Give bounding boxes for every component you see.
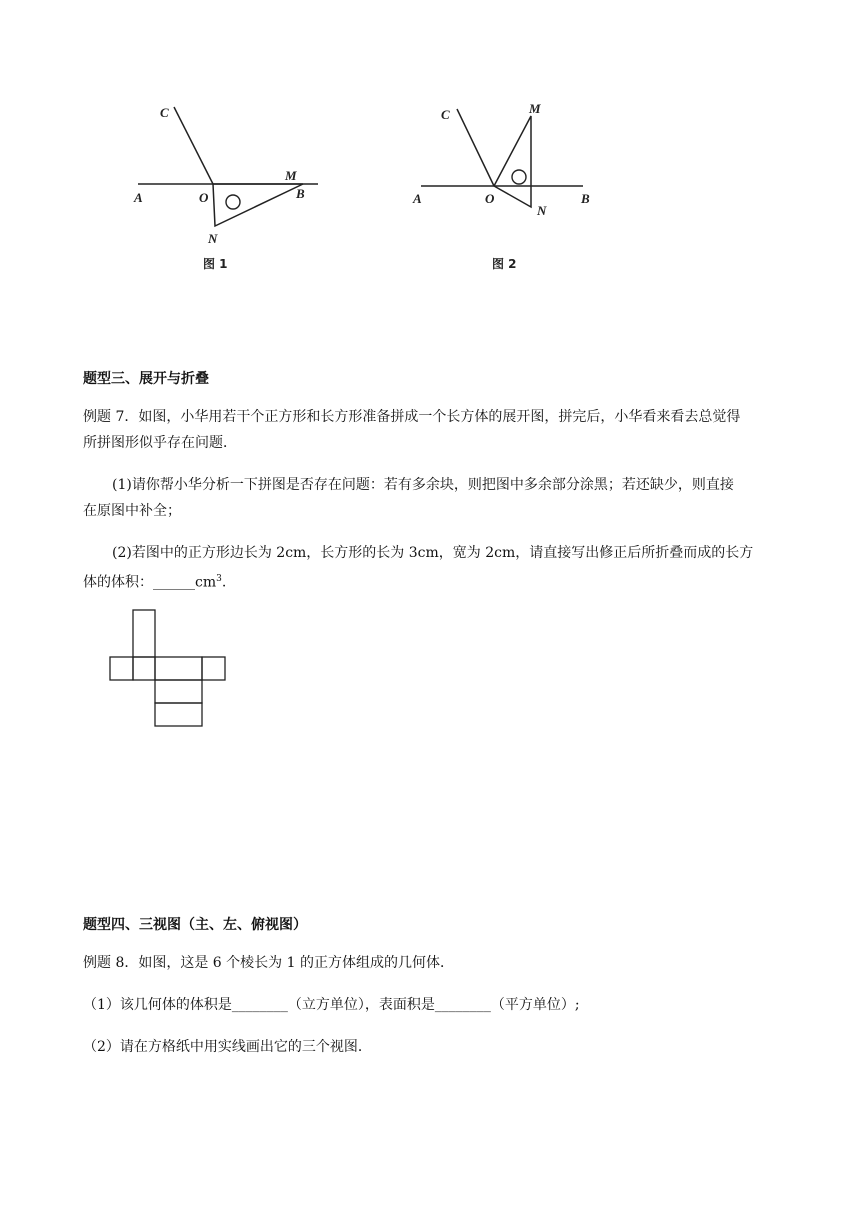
net-left-square [110,657,133,680]
net-lower-rect-2[interactable] [155,703,202,726]
figure-1-caption: 图 1 [203,257,228,271]
label-o: O [199,190,209,205]
label-b: B [581,191,590,206]
net-middle-rect [155,657,202,680]
net-lower-rect-1[interactable] [155,680,202,703]
example-8-question-1: （1）该几何体的体积是________（立方单位），表面积是________（平方单位）; [83,997,580,1013]
label-o: O [485,191,495,206]
label-m: M [285,168,297,183]
net-right-square [202,657,225,680]
label-c: C [441,107,450,122]
example-7-line-2: 所拼图形似乎存在问题． [83,435,237,451]
label-b: B [296,186,305,201]
label-a: A [134,190,143,205]
net-top-rect [133,610,155,657]
section-4-heading: 题型四、三视图（主、左、俯视图） [83,917,307,933]
ray-oc [174,107,213,184]
question-2-prefix: 体的体积： [83,574,153,591]
triangle-hole [512,170,526,184]
question-1-line-2: 在原图中补全； [83,503,181,519]
label-n: N [537,203,547,218]
label-c: C [160,105,169,120]
question-2-end: . [221,574,227,591]
example-7-line-1: 例题 7．如图，小华用若干个正方形和长方形准备拼成一个长方体的展开图，拼完后，小华看来看去总觉得 [83,409,741,425]
example-8-text: 例题 8．如图，这是 6 个棱长为 1 的正方体组成的几何体． [83,955,454,971]
triangle-hole [226,195,240,209]
label-a: A [413,191,422,206]
question-2-line-1: (2)若图中的正方形边长为 2cm，长方形的长为 3cm，宽为 2cm，请直接写出修正后所折叠而成的长方 [112,545,754,561]
figure-1 [133,105,318,271]
volume-unit-exponent: 3 [216,574,222,584]
label-n: N [208,231,218,246]
triangle-omn [494,116,531,207]
ray-oc [457,109,494,186]
question-2-line-2 [83,566,226,596]
net-diagram [100,600,240,735]
question-1-line-1: (1)请你帮小华分析一下拼图是否存在问题：若有多余块，则把图中多余部分涂黑；若还缺少，则直接 [112,477,734,493]
example-8-question-2: （2）请在方格纸中用实线画出它的三个视图． [83,1039,372,1055]
volume-answer-blank[interactable]: ______ [153,574,195,591]
net-square-2 [133,657,155,680]
angle-figures [0,0,860,300]
figure-2-caption: 图 2 [492,257,517,271]
section-3-heading: 题型三、展开与折叠 [83,371,209,387]
figure-2 [412,101,590,271]
label-m: M [529,101,541,116]
volume-unit: cm [195,574,217,591]
